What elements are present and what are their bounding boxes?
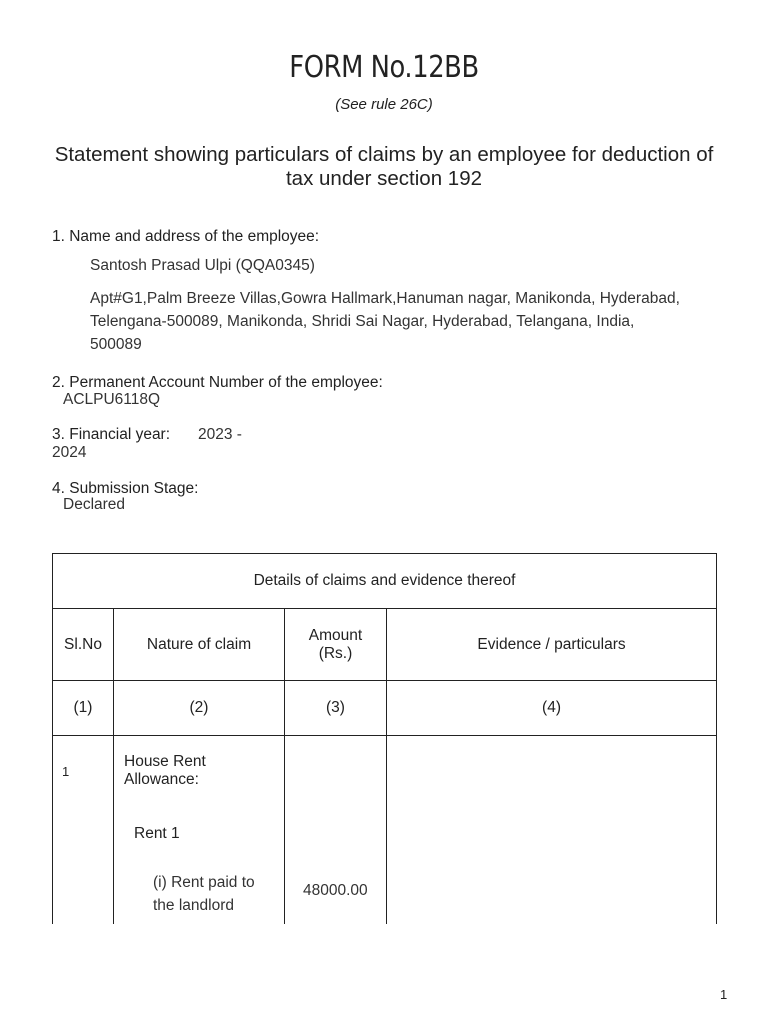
row-claim-cell [114, 736, 285, 925]
header-nature-of-claim: Nature of claim [114, 609, 285, 681]
row-evidence-cell [387, 736, 717, 925]
pan-label: 2. Permanent Account Number of the employee: [52, 374, 383, 391]
table-caption-row [53, 554, 717, 609]
header-amount: Amount (Rs.) [285, 609, 387, 681]
submission-stage-value: Declared [63, 496, 126, 513]
statement-heading: Statement showing particulars of claims by an employee for deduction of tax under section 192 [54, 143, 714, 190]
form-title: FORM No.12BB [289, 50, 479, 85]
pan-value: ACLPU6118Q [63, 391, 161, 408]
row-amount-cell [285, 736, 387, 925]
employee-address: Apt#G1,Palm Breeze Villas,Gowra Hallmark,Hanuman nagar, Manikonda, Hyderabad, Telengana-500089, Manikonda, Shridi Sai Nagar, Hyderabad, Telangana, India, 500089 [90, 290, 680, 353]
table-number-row [53, 681, 717, 736]
claim-item: (i) Rent paid to the landlord [153, 874, 255, 914]
table-row [53, 736, 717, 925]
table-caption: Details of claims and evidence thereof [53, 554, 717, 609]
claim-title: House Rent Allowance: [124, 753, 206, 788]
rule-reference: (See rule 26C) [335, 96, 433, 113]
page-number: 1 [720, 987, 728, 1002]
claim-subtitle: Rent 1 [134, 825, 180, 842]
row-sl-number: 1 [62, 764, 70, 779]
col-number-1: (1) [53, 681, 114, 736]
header-sl-no: Sl.No [53, 609, 114, 681]
row-sl-cell [53, 736, 114, 925]
col-number-2: (2) [114, 681, 285, 736]
claim-amount: 48000.00 [303, 882, 368, 899]
col-number-3: (3) [285, 681, 387, 736]
name-address-label: 1. Name and address of the employee: [52, 228, 320, 245]
col-number-4: (4) [387, 681, 717, 736]
table-header-row [53, 609, 717, 681]
financial-year-label: 3. Financial year: [52, 426, 171, 443]
claims-table [52, 553, 717, 924]
employee-name: Santosh Prasad Ulpi (QQA0345) [90, 257, 315, 274]
financial-year-start: 2023 - [198, 426, 242, 443]
header-evidence: Evidence / particulars [387, 609, 717, 681]
financial-year-end: 2024 [52, 444, 87, 461]
submission-stage-label: 4. Submission Stage: [52, 480, 199, 497]
